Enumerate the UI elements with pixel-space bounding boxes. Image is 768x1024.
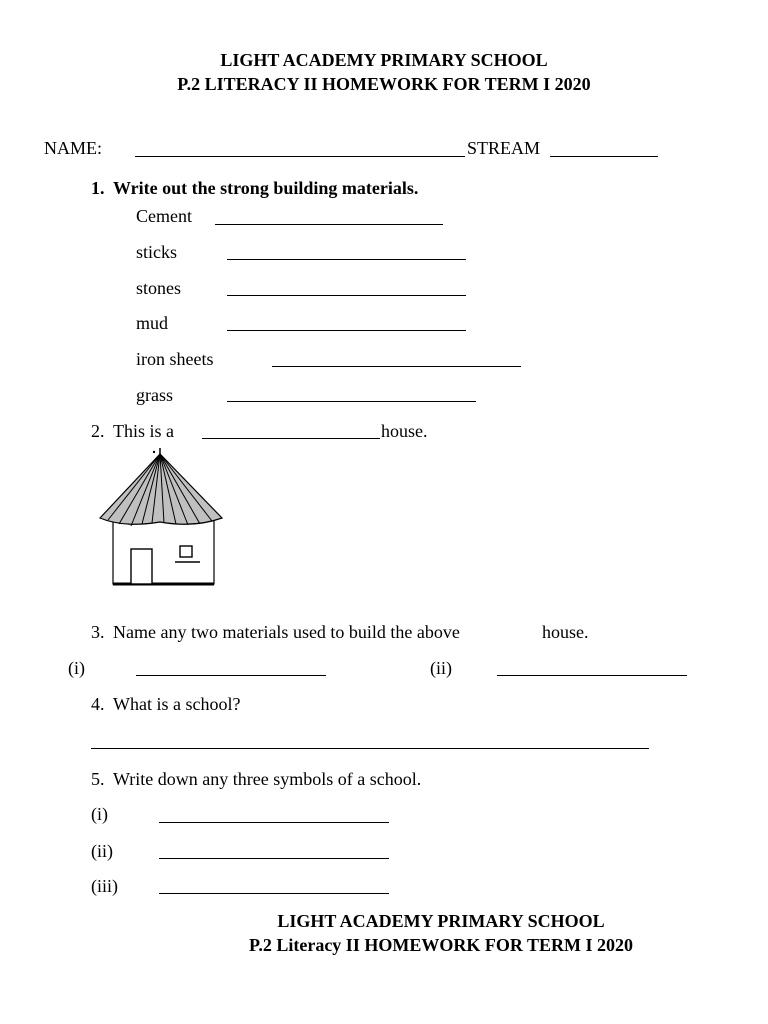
q1-answer-stones[interactable] (227, 295, 466, 296)
q1-answer-sticks[interactable] (227, 259, 466, 260)
q2-prefix: This is a (113, 421, 174, 441)
q3-label-i: (i) (68, 658, 85, 678)
q2-number: 2. (91, 421, 105, 441)
q2-suffix: house. (381, 421, 428, 441)
name-label: NAME: (44, 138, 102, 158)
name-field[interactable] (135, 156, 465, 157)
school-title: LIGHT ACADEMY PRIMARY SCHOOL (220, 50, 548, 70)
q1-text: Write out the strong building materials. (113, 178, 419, 198)
stream-field[interactable] (550, 156, 658, 157)
q5-label-ii: (ii) (91, 841, 113, 861)
q1-answer-iron-sheets[interactable] (272, 366, 521, 367)
q1-number: 1. (91, 178, 105, 198)
q1-item-grass: grass (136, 385, 173, 405)
q1-item-iron-sheets: iron sheets (136, 349, 214, 369)
q5-text: Write down any three symbols of a school. (113, 769, 422, 789)
q1-item-mud: mud (136, 313, 169, 333)
q2-answer[interactable] (202, 438, 380, 439)
q3-answer-i[interactable] (136, 675, 326, 676)
q1-item-cement: Cement (136, 206, 192, 226)
q3-suffix: house. (542, 622, 589, 642)
q5-number: 5. (91, 769, 105, 789)
q1-answer-grass[interactable] (227, 401, 476, 402)
q4-text: What is a school? (113, 694, 241, 714)
stream-label: STREAM (467, 138, 541, 158)
footer-homework-title: P.2 Literacy II HOMEWORK FOR TERM I 2020 (249, 935, 633, 955)
q3-answer-ii[interactable] (497, 675, 687, 676)
q1-item-stones: stones (136, 278, 181, 298)
q3-text: Name any two materials used to build the above (113, 622, 460, 642)
footer-school-title: LIGHT ACADEMY PRIMARY SCHOOL (277, 911, 605, 931)
q5-answer-ii[interactable] (159, 858, 389, 859)
q5-label-iii: (iii) (91, 876, 118, 896)
homework-title: P.2 LITERACY II HOMEWORK FOR TERM I 2020 (177, 74, 591, 94)
q5-answer-iii[interactable] (159, 893, 389, 894)
q3-label-ii: (ii) (430, 658, 452, 678)
q1-item-sticks: sticks (136, 242, 178, 262)
q3-number: 3. (91, 622, 105, 642)
q1-answer-mud[interactable] (227, 330, 466, 331)
q5-answer-i[interactable] (159, 822, 389, 823)
q4-answer[interactable] (91, 748, 649, 749)
q4-number: 4. (91, 694, 105, 714)
q1-answer-cement[interactable] (215, 224, 443, 225)
q5-label-i: (i) (91, 804, 108, 824)
grass-thatched-hut-icon (94, 448, 234, 590)
